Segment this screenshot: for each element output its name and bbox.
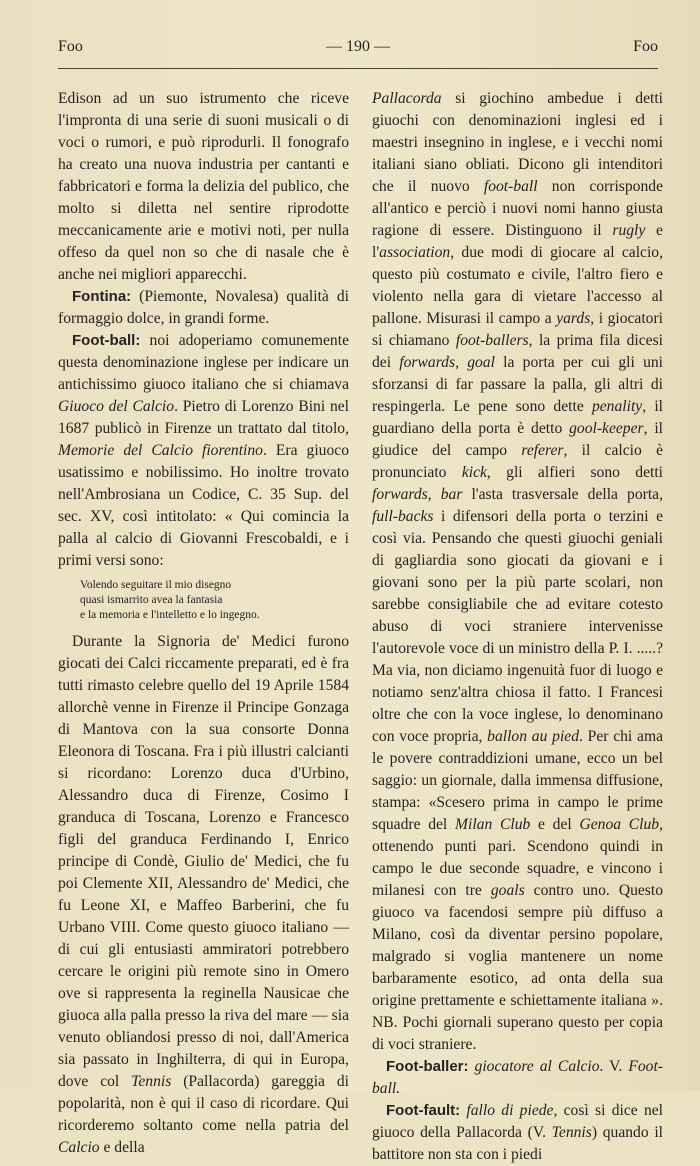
italic-run: Calcio xyxy=(58,1139,100,1156)
italic-run: fallo di piede xyxy=(466,1102,554,1119)
text-run: l'asta trasversale della porta, xyxy=(462,486,663,503)
text-run: Durante la Signoria de' Medici furono giocati dei Calci riccamente preparati, ed è fra tutti rimasto celebre quello del 19 Aprile 1584 allorchè venne in Firenze il Principe Gonzaga di Mantova con la sua consorte Donna Eleonora di Toscana. Fra i più illustri calcianti si ricordano: Lorenzo duca d'Urbino, Alessandro duca di Firenze, Cosimo I granduca di Toscana, Lorenzo e Francesco figli del granduca Ferdinando I, Enrico principe di Condè, Giulio de' Medici, che fu poi Clemente XII, Alessandro de' Medici, che fu Leone XI, e Maffeo Barberini, che fu Urbano VIII. Come questo giuoco italiano — di cui gli entusiasti ammiratori potrebbero cercare le origini più remote sino in Omero ove si rappresenta la reginella Nausicae che giuoca alla palla presso la riva del mare — sia venuto obliandosi presso di noi, dall'America sia passato in Inghilterra, di qui in Europa, dove col xyxy=(58,633,349,1090)
italic-run: bar xyxy=(440,486,463,503)
text-run: , il giudice del campo xyxy=(372,420,664,459)
italic-run: full-backs xyxy=(372,508,434,525)
italic-run: Tennis xyxy=(131,1073,172,1090)
italic-run: foot-ball xyxy=(483,178,538,195)
fontina-text: (Piemonte, Novalesa) qualità di formaggio dolce, in grandi forme. xyxy=(58,288,349,327)
text-run: , xyxy=(427,486,441,503)
medici-paragraph xyxy=(58,631,349,1159)
entry-foot-fault xyxy=(372,1100,663,1166)
text-run: e del xyxy=(530,816,580,833)
text-run: , il guardiano della porta è detto xyxy=(372,398,663,437)
text-run: . Era giuoco usatissimo e nobilissimo. Ho inoltre trovato nell'Ambrosiana un Codice, C. 35 Sup. del sec. XV, così intitolato: « Qui comincia la palla al calcio di Giovanni Frescobaldi, e i primi versi sono: xyxy=(58,442,349,569)
text-run: . V. xyxy=(599,1058,629,1075)
text-run: ) quando il battitore non sta con i piedi xyxy=(372,1124,663,1163)
right-column xyxy=(372,88,663,1166)
text-run: noi adoperiamo comunemente questa denominazione inglese per indicare un antichissimo giuoco italiano che si chiamava xyxy=(58,332,349,393)
italic-run: gool-keeper xyxy=(569,420,644,437)
italic-run: Memorie del Calcio fiorentino xyxy=(58,442,263,459)
verse-quote xyxy=(80,578,349,623)
text-run: , così si dice nel giuoco della Pallacorda (V. xyxy=(372,1102,663,1141)
text-run: e l' xyxy=(372,222,663,261)
header-left-word: Foo xyxy=(58,38,83,55)
edison-paragraph: Edison ad un suo istrumento che riceve l'impronta di una serie di suoni musicali o di voci o rumori, e può riprodurli. Il fonografo ha creato una nuova industria per cantanti e fabbricatori e forma la delizia del publico, che molto si diletta nel sentire riprodotte meccanicamente arie e motivi noti, per nulla offeso da quel non so che di nasale che è anche nei migliori apparecchi. xyxy=(58,90,349,283)
italic-run: Tennis xyxy=(551,1124,592,1141)
header-right-word: Foo xyxy=(633,38,658,55)
text-run: . Per chi ama le povere contraddizioni umane, ecco un bel saggio: un giornale, dalla immensa diffusione, stampa: «Scesero prima in campo le prime squadre del xyxy=(372,728,663,833)
text-run: i difensori della porta o terzini e così via. Pensando che questi giuochi geniali di gagliardia sono giocati da giovani e i giovani sono per la più parte scolari, non sarebbe consigliabile che ad evitare cotesto abuso di voci straniere intervenisse l'autorevole voce di un ministro della P. I. .....? Ma via, non diciamo ingenuità fuor di luogo e notiamo senz'altra chiosa il fatto. I Francesi oltre che con la voce inglese, lo denominano con voce propria, xyxy=(372,508,663,745)
text-run: e della xyxy=(99,1139,145,1156)
verse-line: Volendo seguitare il mio disegno xyxy=(80,579,232,591)
italic-run: Giuoco del Calcio xyxy=(58,398,175,415)
headword-foot-ball: Foot-ball: xyxy=(72,332,141,349)
text-run: , xyxy=(455,354,468,371)
text-run: , la prima fila dicesi dei xyxy=(372,332,663,371)
headword-foot-fault: Foot-fault: xyxy=(386,1102,461,1119)
text-run: , gli alfieri sono detti xyxy=(486,464,663,481)
headword-foot-baller: Foot-baller: xyxy=(386,1058,469,1075)
italic-run: ballon au pied xyxy=(487,728,579,745)
running-header xyxy=(58,38,658,62)
left-column xyxy=(58,88,349,1159)
text-run: , i giocatori si chiamano xyxy=(372,310,664,349)
italic-run: giocatore al Calcio xyxy=(474,1058,600,1075)
italic-run: Milan Club xyxy=(455,816,531,833)
text-run: . Pietro di Lorenzo Bini nel 1687 publicò in Firenze un trattato dal titolo, xyxy=(58,398,349,437)
page-number: — 190 — xyxy=(326,38,390,55)
text-run: , ottenendo punti pari. Scendono quindi in campo le due seconde squadre, e vincono i milanesi con tre xyxy=(372,816,663,899)
text-run: si giochino ambedue i detti giuochi con denominazioni inglesi ed i maestri insegnino in inglese, e i vecchi nomi italiani siano obliati. Dicono gli intenditori che il nuovo xyxy=(372,90,663,195)
entry-foot-baller xyxy=(372,1056,663,1100)
headword-fontina: Fontina: xyxy=(72,288,132,305)
italic-run: association xyxy=(379,244,451,261)
entry-foot-ball xyxy=(58,330,349,572)
italic-run: foot-ballers xyxy=(455,332,529,349)
entry-fontina xyxy=(58,286,349,330)
italic-run: goals xyxy=(490,882,525,899)
text-run: (Pallacorda) gareggia di popolarità, non è qui il caso di ricordare. Qui ricorderemo soltanto come nella patria del xyxy=(58,1073,349,1134)
italic-run: forwards xyxy=(399,354,456,371)
verse-line: e la memoria e l'intelletto e lo ingegno. xyxy=(80,609,260,621)
italic-run: penality xyxy=(591,398,643,415)
italic-run: kick xyxy=(461,464,487,481)
italic-run: referer xyxy=(521,442,564,459)
header-rule xyxy=(58,68,658,69)
text-run: non corrisponde all'antico e perciò i nuovi nomi hanno giusta ragione di essere. Distinguono il xyxy=(372,178,663,239)
italic-run: Pallacorda xyxy=(372,90,442,107)
italic-run: yards xyxy=(556,310,591,327)
italic-run: forwards xyxy=(372,486,428,503)
text-run: contro uno. Questo giuoco va facendosi sempre più diffuso a Milano, così da diventar persino popolare, malgrado si voglia mantenere un nome barbaramente esotico, ad onta della sua origine prettamente e schiettamente italiana ». NB. Pochi giornali superano questo per copia di voci straniere. xyxy=(372,882,663,1053)
italic-run: Genoa Club xyxy=(579,816,660,833)
pallacorda-paragraph xyxy=(372,88,663,1056)
italic-run: rugly xyxy=(612,222,646,239)
italic-run: Foot-ball. xyxy=(372,1058,664,1097)
italic-run: goal xyxy=(467,354,495,371)
text-run: , due modi di giocare al calcio, questo più costumato e civile, l'altro fiero e violento nella gara di vietare l'accesso al pallone. Misurasi il campo a xyxy=(372,244,663,327)
text-run: la porta per cui gli uni sforzansi di far passare la palla, gli altri di respingerla. Le pene sono dette xyxy=(372,354,663,415)
verse-line: quasi ismarrito avea la fantasia xyxy=(80,594,223,606)
text-run: , il calcio è pronunciato xyxy=(372,442,663,481)
